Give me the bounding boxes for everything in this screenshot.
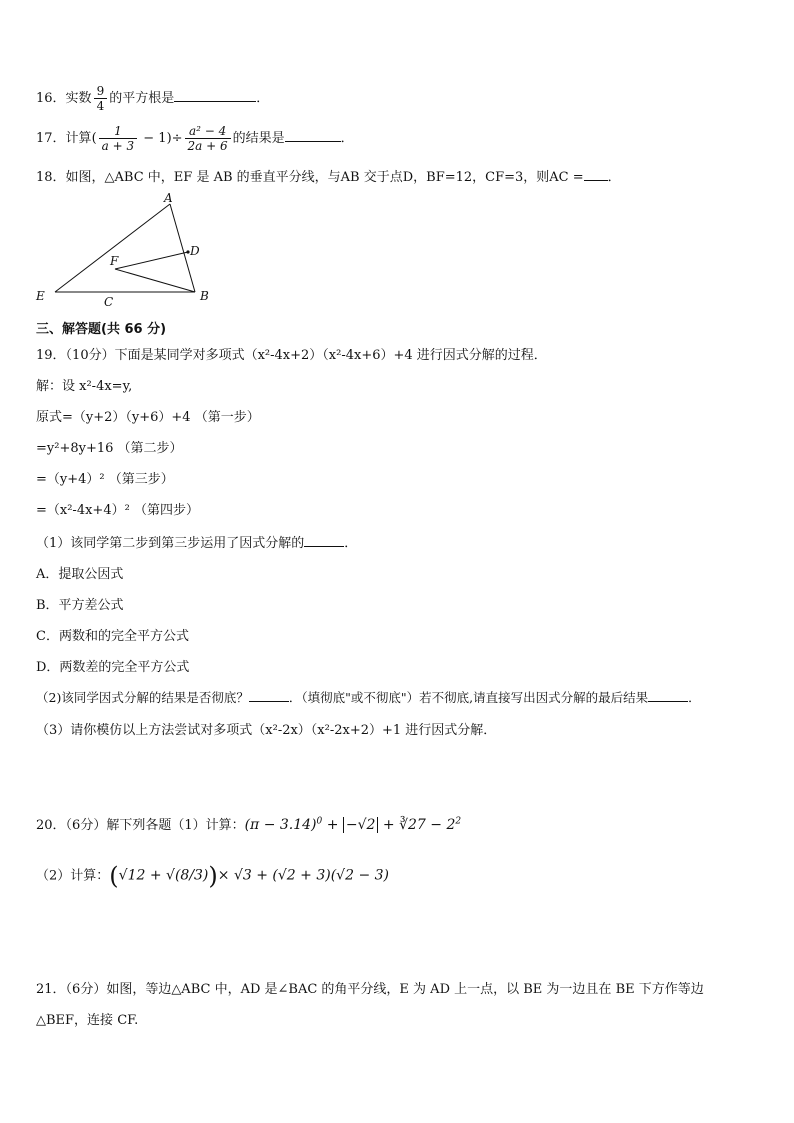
q20-expr-2a: √12 + √(8/3) [118,867,209,884]
q17-fraction-1: $\frac{1}{a + 3}$ [99,124,137,153]
q17-answer-blank[interactable] [285,129,341,142]
line-FD [115,252,188,269]
q21-line-1: 21．（6分）如图，等边△ABC 中，AD 是∠BAC 的角平分线，E 为 AD 上一点，以 BE 为一边且在 BE 下方作等边 [36,982,704,997]
q19-p1-blank[interactable] [304,534,344,547]
label-B: B [200,289,209,303]
q21-line-2: △BEF，连接 CF. [36,1013,139,1028]
q17-suffix: 的结果是 [232,131,285,146]
q18-answer-blank[interactable] [584,168,608,181]
question-17: 17．计算( $\frac{1}{a + 3}$ − 1)÷ $\frac{\text{a² − 4}}{2a + 6}$ 的结果是 ． [36,124,354,153]
q19-step-4: =（x²-4x+4）² （第四步） [36,503,199,518]
q16-number: 16． [36,91,66,106]
q19-intro: 19．（10分）下面是某同学对多项式（x²-4x+2）（x²-4x+6）+4 进行因式分解的过程． [36,348,547,363]
q19-step-solution: 解：设 x²-4x=y, [36,379,133,394]
question-18: 18．如图，△ABC 中，EF 是 AB 的垂直平分线，与AB 交于点D，BF=12，CF=3，则AC = ． [36,170,621,185]
section-3-title: 三、解答题(共 66 分) [36,322,167,337]
label-E: E [36,289,45,303]
q19-step-2: =y²+8y+16 （第二步） [36,441,183,456]
triangle-figure [30,192,220,312]
q17-prefix: 计算 [65,131,92,146]
q19-option-d: D．两数差的完全平方公式 [36,660,190,675]
q19-p2-blank-1[interactable] [249,689,289,702]
q19-option-c: C．两数和的完全平方公式 [36,629,189,644]
label-D: D [190,244,200,258]
q20-expr-1: $(\pi - 3.14)^0 + -√2$ + ∛27 − $2^2$ [244,816,462,833]
q19-option-a: A．提取公因式 [36,567,124,582]
q19-part-1: （1）该同学第二步到第三步运用了因式分解的 ． [36,536,358,551]
q17-fraction-2: $\frac{\text{a² − 4}}{2a + 6}$ [185,124,231,153]
question-20 [36,814,461,833]
line-AE-side [55,204,170,292]
q19-part-2: （2)该同学因式分解的结果是否彻底？ ．（填彻底"或不彻底"）若不彻底,请直接写出因式分解的最后结果 ． [36,690,701,705]
q19-step-3: =（y+4）² （第三步） [36,472,174,487]
q19-part-3: （3）请你模仿以上方法尝试对多项式（x²-2x）（x²-2x+2）+1 进行因式分解． [36,723,497,738]
q20-expr-2b: × √3 + (√2 + 3)(√2 − 3) [217,867,390,884]
label-F: F [110,254,119,268]
q20-intro: 20．（6分）解下列各题（1）计算： [36,818,245,833]
q16-fraction: $\frac{9}{4}$ [94,84,108,113]
line-FB [115,269,195,292]
q19-step-1: 原式=（y+2）（y+6）+4 （第一步） [36,410,260,425]
q16-answer-blank[interactable] [174,89,256,102]
question-16: 16．实数 $\frac{9}{4}$ 的平方根是 ． [36,84,270,113]
label-C: C [104,295,114,309]
label-A: A [164,192,173,205]
q20-part-2: （2）计算：(√12 + √(8/3))× √3 + (√2 + 3)(√2 − 3) [36,862,390,890]
q19-option-b: B．平方差公式 [36,598,124,613]
q19-p2-blank-2[interactable] [648,689,688,702]
q18-text: 18．如图，△ABC 中，EF 是 AB 的垂直平分线，与AB 交于点D，BF=12，CF=3，则AC = [36,170,584,185]
q17-number: 17． [36,131,66,146]
q16-prefix: 实数 [65,91,92,106]
q16-suffix: 的平方根是 [109,91,175,106]
